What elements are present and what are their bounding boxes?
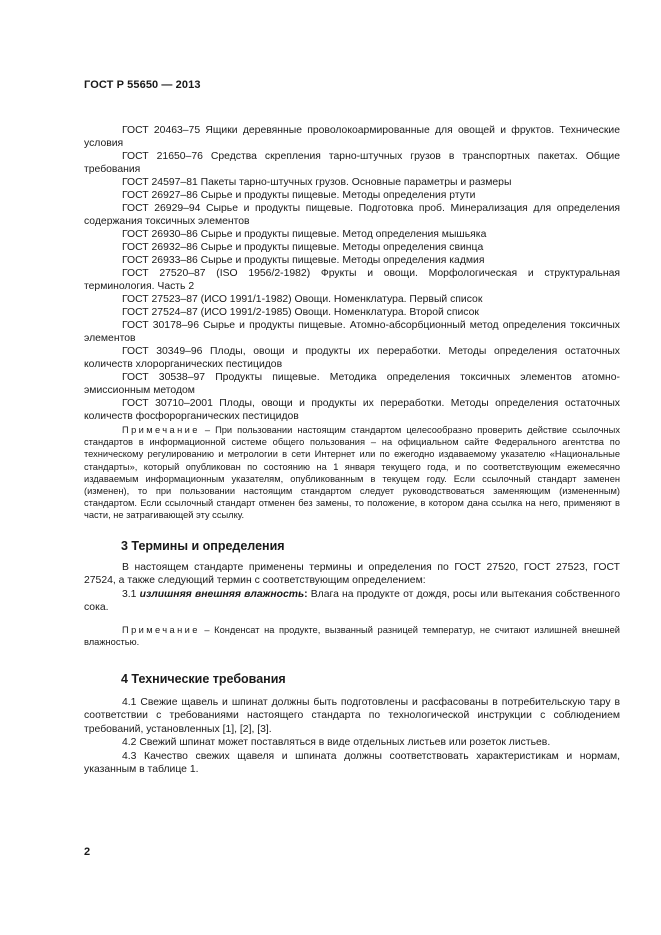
section-3-body	[84, 561, 620, 615]
references-note-paragraph	[84, 424, 620, 522]
normative-references-list	[84, 124, 620, 423]
reference-item: ГОСТ 21650–76 Средства скрепления тарно-штучных грузов в транспортных пакетах. Общие требования	[84, 151, 620, 175]
reference-item: ГОСТ 26933–86 Сырье и продукты пищевые. Методы определения кадмия	[122, 255, 485, 266]
reference-item: ГОСТ 30538–97 Продукты пищевые. Методика определения токсичных элементов атомно-эмиссионным методом	[84, 372, 620, 396]
term-number: 3.1	[122, 588, 137, 600]
reference-item: ГОСТ 20463–75 Ящики деревянные проволокоармированные для овощей и фруктов. Технические условия	[84, 125, 620, 149]
section-3-intro: В настоящем стандарте применены термины и определения по ГОСТ 27520, ГОСТ 27523, ГОСТ 27524, а также следующий термин с соответствующим определением:	[84, 562, 620, 587]
section-4-body	[84, 696, 620, 776]
note-text: – При пользовании настоящим стандартом целесообразно проверить действие ссылочных стандартов в информационной системе общего пользования – на официальном сайте Федерального агентства по техническому регулированию и метрологии в сети Интернет или по ежегодно издаваемому указателю «Национальные стандарты», который опубликован по состоянию на 1 января текущего года, и по соответствующим ежемесячно издаваемым информационным указателям, опубликованным в текущем году. Если ссылочный стандарт заменен (изменен), то при пользовании настоящим стандартом следует руководствоваться заменяющим (измененным) стандартом. Если ссылочный стандарт отменен без замены, то положение, в котором дана ссылка на него, применяют в части, не затрагивающей эту ссылку.	[84, 425, 620, 521]
section-4-paragraph: 4.2 Свежий шпинат может поставляться в виде отдельных листьев или розеток листьев.	[122, 737, 551, 749]
term-name: излишняя внешняя влажность	[139, 588, 305, 600]
section-3-title: 3 Термины и определения	[121, 539, 285, 553]
note-label: Примечание	[122, 425, 200, 435]
section-4-paragraph: 4.1 Свежие щавель и шпинат должны быть подготовлены и расфасованы в потребительскую тару в соответствии с требованиями настоящего стандарта по технологической инструкции с соблюдением требований, установленных [1], [2], [3].	[84, 697, 620, 735]
reference-item: ГОСТ 26930–86 Сырье и продукты пищевые. Метод определения мышьяка	[122, 229, 487, 240]
term-note	[84, 624, 620, 648]
reference-item: ГОСТ 26932–86 Сырье и продукты пищевые. Методы определения свинца	[122, 242, 484, 253]
page-number: 2	[84, 846, 91, 858]
term-colon: :	[304, 588, 308, 600]
references-note	[84, 424, 620, 522]
term-note-label: Примечание	[122, 625, 200, 635]
reference-item: ГОСТ 30349–96 Плоды, овощи и продукты их переработки. Методы определения остаточных количеств хлорорганических пестицидов	[84, 346, 620, 370]
term-note-paragraph	[84, 624, 620, 648]
reference-item: ГОСТ 30178–96 Сырье и продукты пищевые. Атомно-абсорбционный метод определения токсичных элементов	[84, 320, 620, 344]
term-definition-paragraph	[84, 588, 620, 615]
reference-item: ГОСТ 27520–87 (ISO 1956/2-1982) Фрукты и овощи. Морфологическая и структуральная терминология. Часть 2	[84, 268, 620, 292]
term-note-text: – Конденсат на продукте, вызванный разницей температур, не считают излишней внешней влажностью.	[84, 625, 620, 648]
document-header: ГОСТ Р 55650 — 2013	[84, 79, 201, 91]
reference-item: ГОСТ 24597–81 Пакеты тарно-штучных грузов. Основные параметры и размеры	[122, 177, 512, 188]
reference-item: ГОСТ 27523–87 (ИСО 1991/1-1982) Овощи. Номенклатура. Первый список	[122, 294, 483, 305]
reference-item: ГОСТ 27524–87 (ИСО 1991/2-1985) Овощи. Номенклатура. Второй список	[122, 307, 479, 318]
section-4-paragraph: 4.3 Качество свежих щавеля и шпината должны соответствовать характеристикам и нормам, указанным в таблице 1.	[84, 750, 620, 776]
section-4-title: 4 Технические требования	[121, 672, 286, 686]
term-definition: Влага на продукте от дождя, росы или вытекания собственного сока.	[84, 588, 620, 614]
reference-item: ГОСТ 30710–2001 Плоды, овощи и продукты их переработки. Методы определения остаточных количеств фосфорорганических пестицидов	[84, 398, 620, 422]
reference-item: ГОСТ 26929–94 Сырье и продукты пищевые. Подготовка проб. Минерализация для определения содержания токсичных элементов	[84, 203, 620, 227]
reference-item: ГОСТ 26927–86 Сырье и продукты пищевые. Методы определения ртути	[122, 190, 476, 201]
